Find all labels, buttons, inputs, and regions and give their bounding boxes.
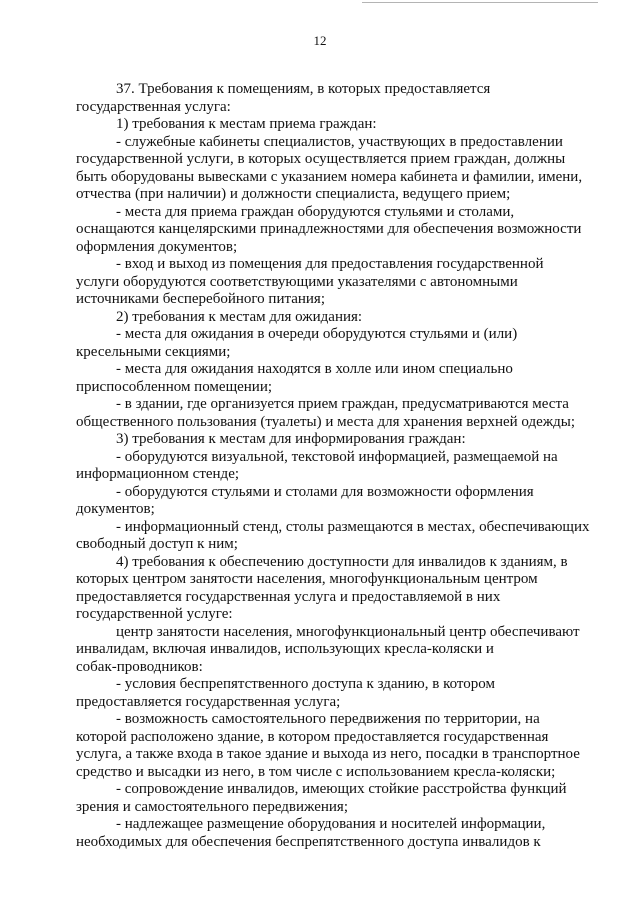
paragraph: - вход и выход из помещения для предоставления государственной услуги оборудуются соответствующими указателями с автономными источниками бесперебойного питания; <box>76 256 544 307</box>
paragraph: 3) требования к местам для информирования граждан: <box>116 431 466 447</box>
paragraph: - места для ожидания находятся в холле или ином специально приспособленном помещении; <box>76 361 513 395</box>
top-rule <box>362 2 598 3</box>
paragraph: - надлежащее размещение оборудования и носителей информации, необходимых для обеспечения беспрепятственного доступа инвалидов к <box>76 816 546 850</box>
paragraph: - оборудуются визуальной, текстовой информацией, размещаемой на информационном стенде; <box>76 448 558 482</box>
paragraph: - сопровождение инвалидов, имеющих стойкие расстройства функций зрения и самостоятельного передвижения; <box>76 781 567 815</box>
paragraph: - возможность самостоятельного передвижения по территории, на которой расположено здание, в котором предоставляется государственная услуга, а также входа в такое здание и выхода из него, посадки в транспортное средство и высадки из него, в том числе с использованием кресла-коляски; <box>76 711 580 780</box>
paragraph: - в здании, где организуется прием граждан, предусматриваются места общественного пользования (туалеты) и места для хранения верхней одежды; <box>76 396 575 430</box>
paragraph: - служебные кабинеты специалистов, участвующих в предоставлении государственной услуги, в которых осуществляется прием граждан, должны быть оборудованы вывесками с указанием номера кабинета и фамилии, имени, отчества (при наличии) и должности специалиста, ведущего прием; <box>76 133 583 202</box>
paragraph: 37. Требования к помещениям, в которых предоставляется государственная услуга: <box>76 81 491 115</box>
paragraph: 4) требования к обеспечению доступности для инвалидов к зданиям, в которых центром занятости населения, многофункциональным центром предоставляется государственная услуга и предоставляемой в них государственной услуге: <box>76 553 568 622</box>
page-number: 12 <box>313 33 327 48</box>
paragraph: - условия беспрепятственного доступа к зданию, в котором предоставляется государственная услуга; <box>76 676 495 710</box>
paragraph: центр занятости населения, многофункциональный центр обеспечивают инвалидам, включая инвалидов, использующих кресла-коляски и собак-проводников: <box>76 623 580 675</box>
paragraph: - места для ожидания в очереди оборудуются стульями и (или) кресельными секциями; <box>76 326 518 360</box>
paragraph: - оборудуются стульями и столами для возможности оформления документов; <box>76 483 534 517</box>
document-body <box>76 81 595 851</box>
paragraph: 1) требования к местам приема граждан: <box>116 116 377 132</box>
paragraph: - информационный стенд, столы размещаются в местах, обеспечивающих свободный доступ к ним; <box>76 518 590 552</box>
paragraph: 2) требования к местам для ожидания: <box>116 308 363 325</box>
paragraph: - места для приема граждан оборудуются стульями и столами, оснащаются канцелярскими принадлежностями для обеспечения возможности оформления документов; <box>76 203 582 255</box>
